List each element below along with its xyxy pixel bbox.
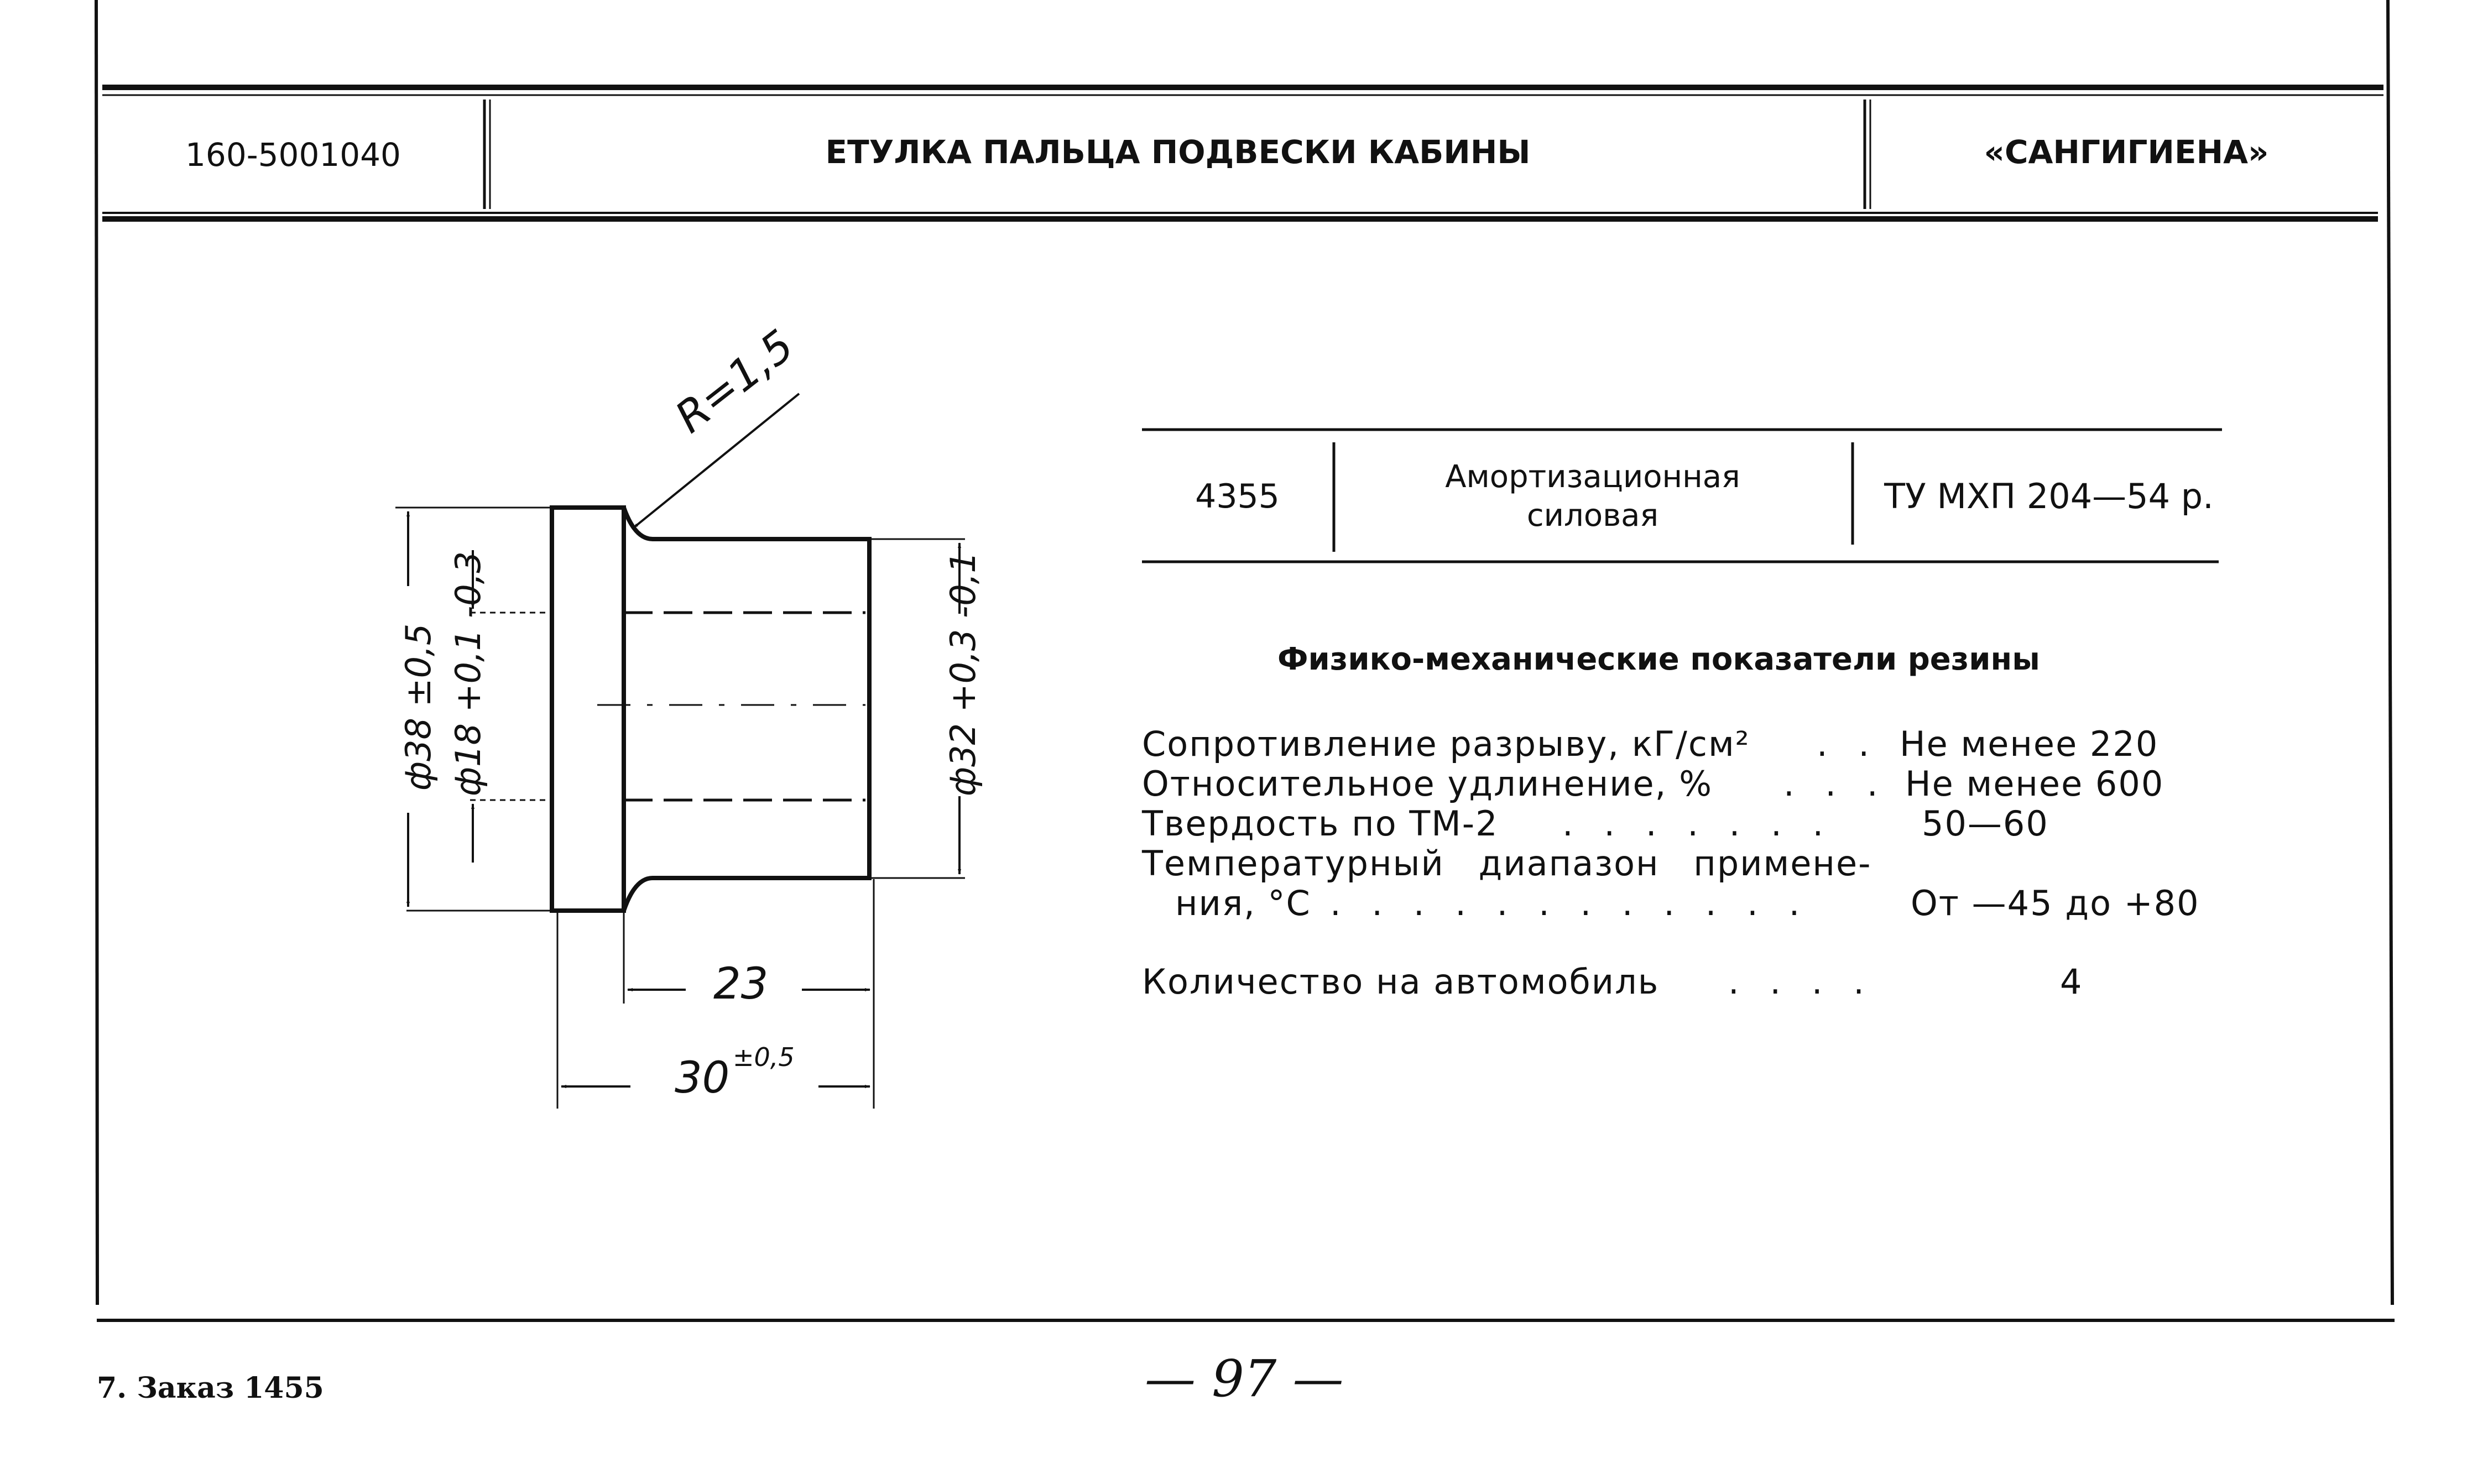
flange-outline (552, 508, 624, 911)
property-row: ния, °С . . . . . . . . . . . . От —45 до +80 (1175, 883, 2200, 923)
spec-type (1336, 437, 1850, 556)
spec-type-line2: силовая (1526, 497, 1659, 534)
properties-list (1142, 724, 2220, 1002)
part-number: 160-5001040 (185, 136, 401, 174)
body-outline (624, 508, 869, 911)
properties-heading: Физико-механические показатели резины (1277, 641, 2040, 677)
outer-diameter-label: ф38 ±0,5 (398, 623, 439, 791)
radius-label: R=1,5 (666, 321, 804, 443)
body-diameter-label: ф32 +0,3 -0,1 (943, 551, 983, 796)
property-row: Сопротивление разрыву, кГ/см² . . Не менее 220 (1142, 724, 2159, 764)
spec-type-line1: Амортизационная (1445, 458, 1740, 495)
page-number: — 97 — (1145, 1349, 1344, 1408)
property-row: Относительное удлинение, % . . . Не менее 600 (1142, 764, 2164, 804)
property-row: Твердость по ТМ-2 . . . . . . . 50—60 (1142, 803, 2049, 844)
property-row: Температурный диапазон примене- (1142, 843, 1872, 884)
spec-standard: ТУ МХП 204—54 р. (1884, 476, 2214, 516)
body-length-label: 23 (713, 959, 769, 1009)
page-title: ЕТУЛКА ПАЛЬЦА ПОДВЕСКИ КАБИНЫ (825, 133, 1531, 171)
spec-code: 4355 (1195, 477, 1280, 516)
total-length-tolerance: ±0,5 (733, 1042, 795, 1072)
order-number: 7. Заказ 1455 (97, 1371, 324, 1405)
quantity-row: Количество на автомобиль . . . . 4 (1142, 962, 2083, 1002)
inner-diameter-label: ф18 +0,1 -0,3 (448, 551, 488, 796)
total-length-label: 30 (675, 1053, 730, 1103)
manufacturer: «САНГИГИЕНА» (1984, 133, 2269, 171)
